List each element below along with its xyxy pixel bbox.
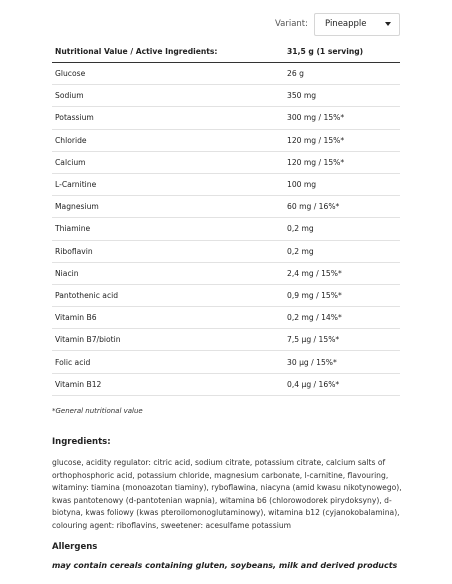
row-value: 120 mg / 15%* — [287, 157, 345, 167]
table-row — [52, 307, 400, 329]
table-header-row — [52, 41, 400, 63]
row-name: Magnesium — [55, 202, 99, 212]
row-value: 0,2 mg — [287, 224, 314, 234]
row-name: Niacin — [55, 268, 79, 278]
table-row — [52, 174, 400, 196]
variant-label: Variant: — [274, 19, 308, 29]
table-row — [52, 85, 400, 107]
table-row — [52, 241, 400, 263]
row-value: 0,4 µg / 16%* — [287, 379, 340, 389]
row-name: Riboflavin — [55, 246, 93, 256]
row-name: Folic acid — [55, 357, 91, 367]
table-row — [52, 107, 400, 129]
variant-dropdown[interactable] — [314, 13, 400, 36]
chevron-down-icon — [385, 22, 391, 26]
row-name: Sodium — [55, 91, 84, 101]
row-name: Chloride — [55, 135, 87, 145]
row-value: 0,2 mg — [287, 246, 314, 256]
table-row — [52, 351, 400, 373]
row-name: Vitamin B6 — [55, 313, 97, 323]
row-value: 300 mg / 15%* — [287, 113, 345, 123]
row-name: Calcium — [55, 157, 86, 167]
table-row — [52, 285, 400, 307]
row-name: Thiamine — [55, 224, 91, 234]
table-row — [52, 218, 400, 240]
table-row — [52, 263, 400, 285]
allergens-heading: Allergens — [52, 542, 98, 552]
row-value: 120 mg / 15%* — [287, 135, 345, 145]
row-value: 30 µg / 15%* — [287, 357, 337, 367]
ingredients-text: glucose, acidity regulator: citric acid, sodium citrate, potassium citrate, calcium salts of orthophosphoric acid, potassium chloride, magnesium carbonate, l-carnitine, flavouring, witaminy: tiamina (monoazotan tiaminy), ryboflawina, niacyna (amid kwasu nikotynowego), kwas pantotenowy (d-pantotenian wapnia), witamina b6 (chlorowodorek pirydoksyny), d-biotyna, kwas foliowy (kwas pteroilomonoglutaminowy), witamina b12 (cyjanokobalamina), colouring agent: riboflavins, sweetener: acesulfame potassium — [52, 458, 402, 530]
table-row — [52, 152, 400, 174]
table-row — [52, 130, 400, 152]
row-name: Vitamin B12 — [55, 379, 102, 389]
nutrition-table — [52, 41, 400, 396]
row-name: Vitamin B7/biotin — [55, 335, 121, 345]
ingredients-heading: Ingredients: — [52, 437, 111, 447]
row-value: 7,5 µg / 15%* — [287, 335, 340, 345]
row-name: L-Carnitine — [55, 180, 97, 190]
row-name: Pantothenic acid — [55, 290, 119, 300]
row-value: 350 mg — [287, 91, 317, 101]
header-name: Nutritional Value / Active Ingredients: — [55, 47, 218, 56]
row-name: Glucose — [55, 69, 86, 79]
table-row — [52, 63, 400, 85]
row-name: Potassium — [55, 113, 94, 123]
variant-selector-row — [0, 12, 400, 36]
row-value: 26 g — [287, 69, 304, 79]
header-value: 31,5 g (1 serving) — [287, 47, 364, 56]
row-value: 0,2 mg / 14%* — [287, 313, 342, 323]
row-value: 100 mg — [287, 180, 317, 190]
table-row — [52, 374, 400, 396]
row-value: 2,4 mg / 15%* — [287, 268, 342, 278]
variant-selected-value: Pineapple — [325, 19, 367, 29]
row-value: 0,9 mg / 15%* — [287, 290, 342, 300]
table-row — [52, 196, 400, 218]
row-value: 60 mg / 16%* — [287, 202, 340, 212]
allergens-text: may contain cereals containing gluten, soybeans, milk and derived products — [52, 561, 398, 570]
table-row — [52, 329, 400, 351]
footnote: *General nutritional value — [52, 407, 143, 415]
